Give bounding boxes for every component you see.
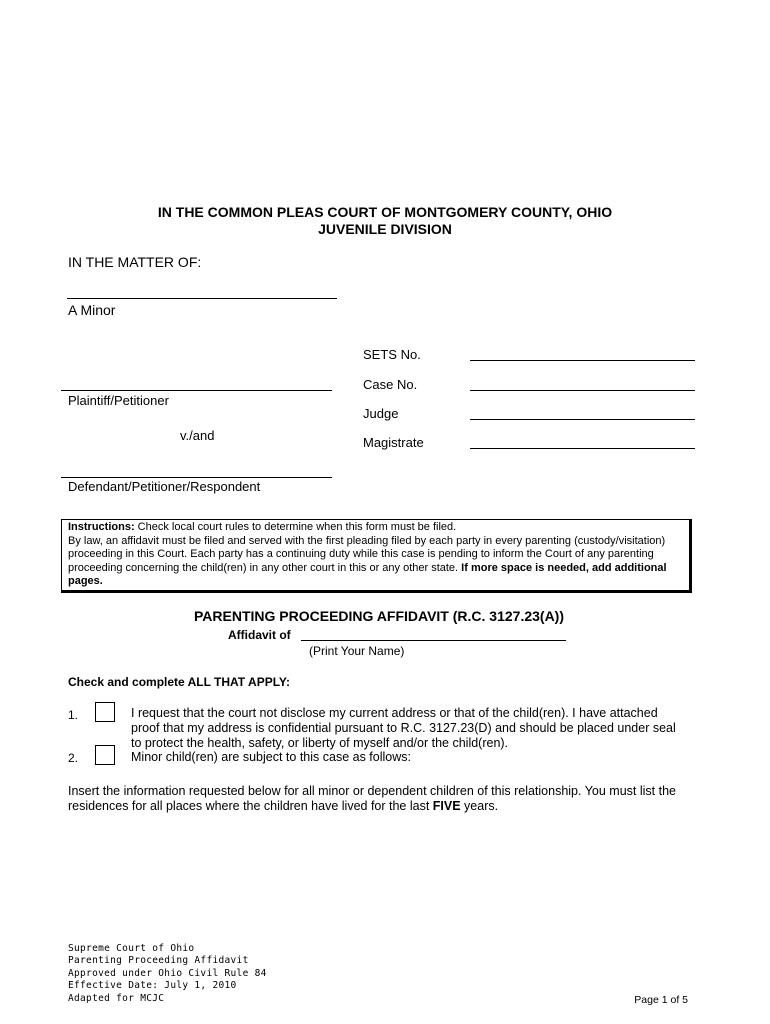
instructions-line-4: proceeding concerning the child(ren) in any other court in this or any other state. If more space is needed, add additional <box>68 561 667 574</box>
checklist-item-1-text: I request that the court not disclose my current address or that of the child(ren). I have attached proof that my address is confidential pursuant to R.C. 3127.23(D) and should be placed under seal to protect the health, safety, or liberty of myself and/or the child(ren). <box>131 706 676 751</box>
court-title: IN THE COMMON PLEAS COURT OF MONTGOMERY COUNTY, OHIO <box>157 204 613 220</box>
case-no-label: Case No. <box>363 377 418 392</box>
page-number: Page 1 of 5 <box>634 994 688 1006</box>
footer-line: Parenting Proceeding Affidavit <box>68 955 249 967</box>
footer-line: Approved under Ohio Civil Rule 84 <box>68 967 267 979</box>
checklist-heading: Check and complete ALL THAT APPLY: <box>68 675 291 689</box>
footer-line: Supreme Court of Ohio <box>68 943 195 954</box>
defendant-line[interactable] <box>61 477 332 478</box>
case-no-field[interactable] <box>470 390 695 391</box>
plaintiff-line[interactable] <box>61 390 332 391</box>
minor-label: A Minor <box>68 302 116 318</box>
magistrate-label: Magistrate <box>363 435 424 450</box>
form-footer <box>68 943 267 1005</box>
checklist-number-2: 2. <box>68 751 79 765</box>
confidential-address-checkbox[interactable] <box>95 702 115 722</box>
court-division: JUVENILE DIVISION <box>318 221 452 237</box>
affiant-name-field[interactable] <box>301 640 566 641</box>
residence-note: Insert the information requested below for all minor or dependent children of this relationship. You must list the residences for all places where the children have lived for the last FIVE years. <box>68 784 676 814</box>
defendant-label: Defendant/Petitioner/Respondent <box>68 479 261 494</box>
instructions-heading: Instructions: <box>68 521 135 533</box>
footer-line: Effective Date: July 1, 2010 <box>68 980 237 992</box>
checklist-item-2-text: Minor child(ren) are subject to this case as follows: <box>131 750 411 764</box>
judge-label: Judge <box>363 406 399 421</box>
sets-no-label: SETS No. <box>363 347 421 362</box>
magistrate-field[interactable] <box>470 448 695 449</box>
affidavit-title: PARENTING PROCEEDING AFFIDAVIT (R.C. 3127.23(A)) <box>194 608 565 624</box>
plaintiff-label: Plaintiff/Petitioner <box>68 393 169 408</box>
instructions-box <box>61 519 692 593</box>
affidavit-of-label: Affidavit of <box>228 628 291 642</box>
instructions-line-3: proceeding in this Court. Each party has a continuing duty while this case is pending to inform the Court of any parenting <box>68 548 654 561</box>
instructions-line-2: By law, an affidavit must be filed and served with the first pleading filed by each party in every parenting (custody/visitation) <box>68 534 666 547</box>
versus-label: v./and <box>180 428 215 443</box>
instructions-line-1: Instructions: Check local court rules to determine when this form must be filed. <box>68 521 457 533</box>
judge-field[interactable] <box>470 419 695 420</box>
minor-name-line[interactable] <box>67 298 337 299</box>
matter-label: IN THE MATTER OF: <box>68 254 202 270</box>
checklist-number-1: 1. <box>68 708 79 722</box>
footer-line: Adapted for MCJC <box>68 992 165 1004</box>
minor-children-checkbox[interactable] <box>95 745 115 765</box>
print-name-hint: (Print Your Name) <box>309 644 405 658</box>
sets-no-field[interactable] <box>470 360 695 361</box>
instructions-line-5: pages. <box>68 575 103 588</box>
